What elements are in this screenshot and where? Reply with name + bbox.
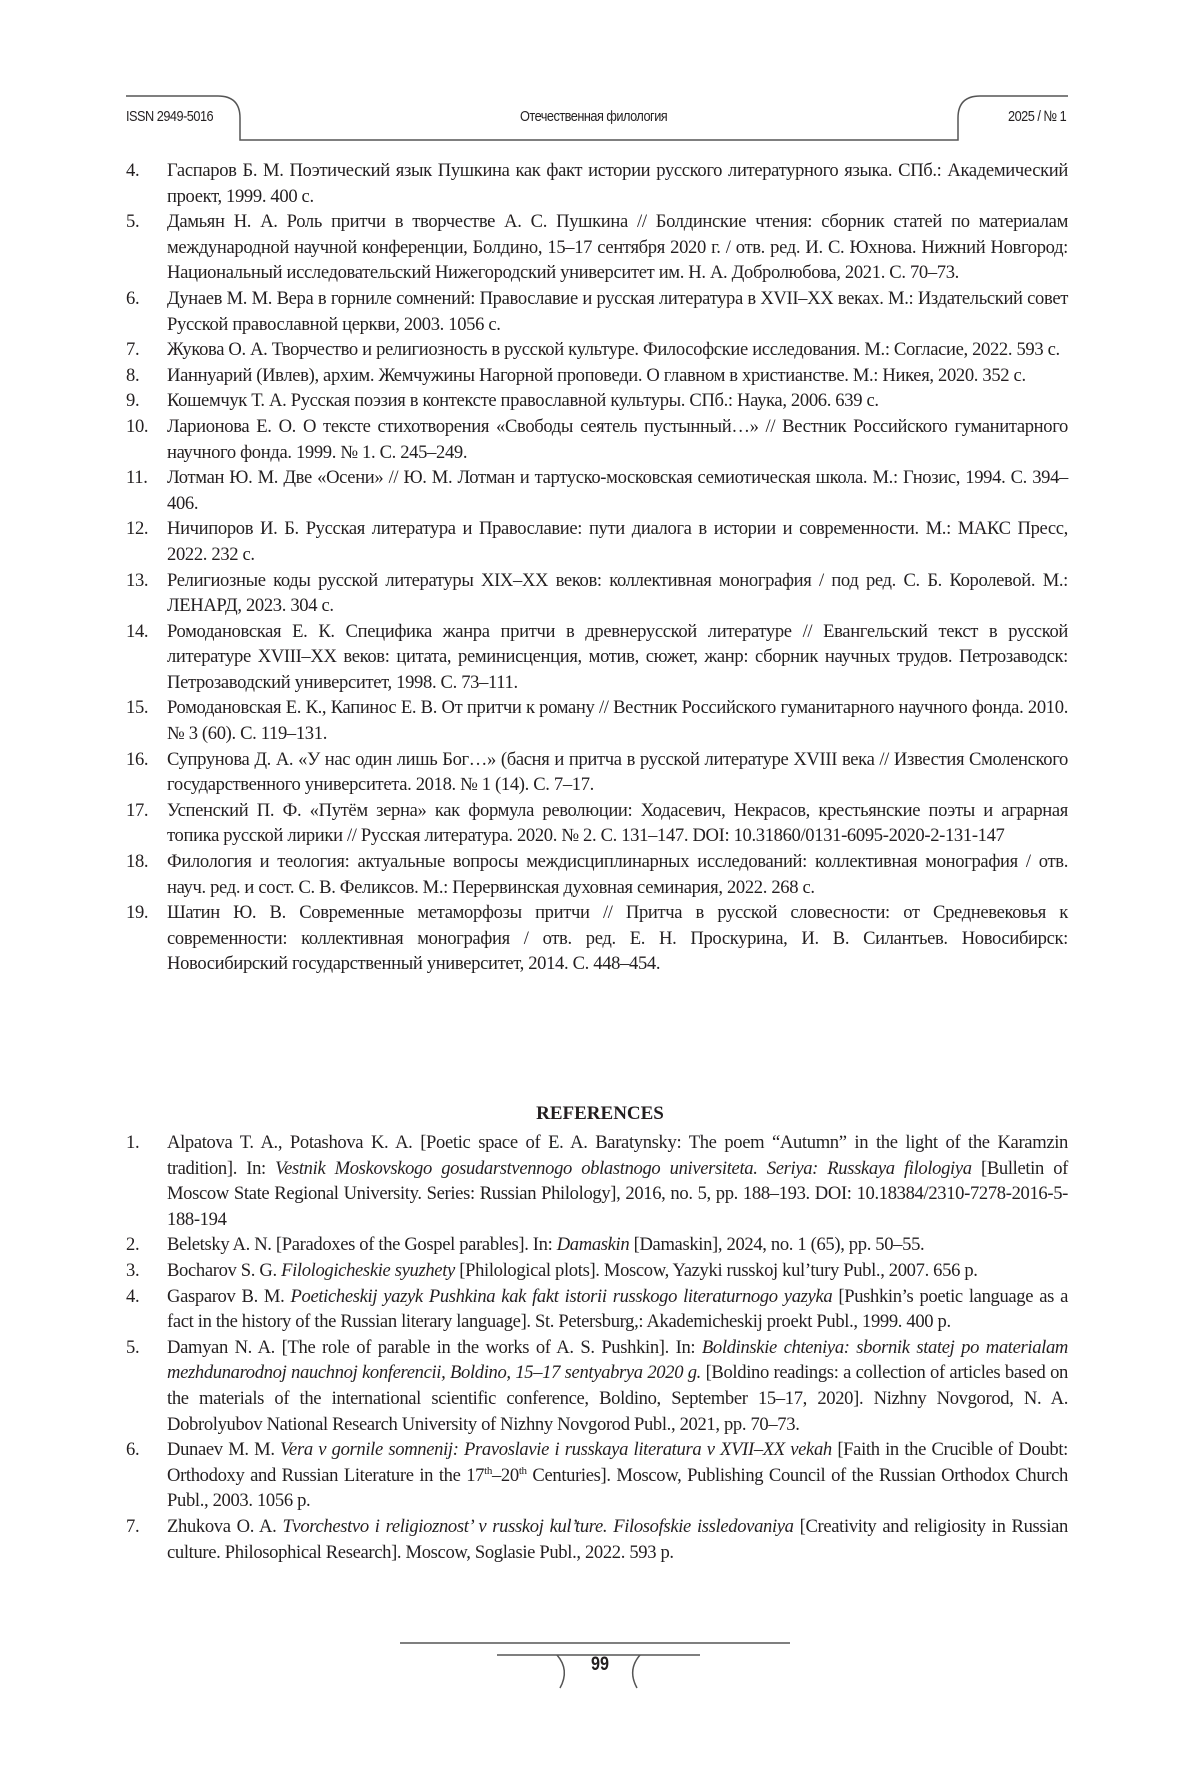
reference-text: Филология и теология: актуальные вопросы междисциплинарных исследований: коллективная монография / отв. науч. ред. и сост. С. В. Феликсов. М.: Перервинская духовная семинария, 2022. 268 с. [167, 851, 1068, 898]
reference-title-italic: Boldinskie chteniya: sbornik statej po materialam mezhdunarodnoj nauchnoj konferencii, Boldino, 15–17 sentyabrya 2020 g. [167, 1336, 1068, 1384]
reference-item [126, 1335, 1068, 1437]
reference-text: Успенский П. Ф. «Путём зерна» как формула революции: Ходасевич, Некрасов, крестьянские поэты и аграрная топика русской лирики // Русская литература. 2020. № 2. С. 131–147. DOI: 10.31860/0131-6095-2020-2-131-147 [167, 799, 1068, 847]
reference-text: –20 [491, 1464, 519, 1486]
reference-number: 6. [126, 1439, 140, 1461]
reference-text: Кошемчук Т. А. Русская поэзия в контексте православной культуры. СПб.: Наука, 2006. 639 с. [167, 390, 879, 412]
reference-number: 16. [126, 748, 149, 770]
reference-item [126, 695, 1068, 746]
page-number: 99 [591, 1654, 609, 1675]
reference-title-italic: Poeticheskij yazyk Pushkina kak fakt istorii russkogo literaturnogo yazyka [290, 1285, 833, 1307]
reference-text: Bocharov S. G. [167, 1259, 282, 1281]
reference-text: Дамьян Н. А. Роль притчи в творчестве А. С. Пушкина // Болдинские чтения: сборник статей по материалам международной научной конференции, Болдино, 15–17 сентября 2020 г. / отв. ред. И. С. Юхнова. Нижний Новгород: Национальный исследовательский Нижегородский университет им. Н. А. Добролюбова, 2021. С. 70–73. [167, 211, 1068, 284]
reference-item [126, 747, 1068, 798]
reference-item [126, 516, 1068, 567]
journal-title: Отечественная филология [520, 108, 668, 125]
reference-text: [Boldino readings: a collection of articles based on the materials of the international scientific conference, Boldino, September 15–17, 2020]. Nizhny Novgorod, N. A. Dobrolyubov National Research University of Nizhny Novgorod Publ., 2021, pp. 70–73. [167, 1362, 1068, 1435]
issn: ISSN 2949-5016 [126, 108, 214, 125]
reference-text: [Bulletin of Moscow State Regional University. Series: Russian Philology], 2016, no. 5, pp. 188–193. DOI: 10.18384/2310-7278-2016-5-188-194 [167, 1157, 1068, 1230]
reference-item [126, 619, 1068, 696]
reference-text: Alpatova T. A., Potashova K. A. [Poetic space of E. A. Baratynsky: The poem “Autumn” in the light of the Karamzin tradition]. In: [167, 1132, 1068, 1179]
reference-item [126, 465, 1068, 516]
reference-text: Супрунова Д. А. «У нас один лишь Бог…» (басня и притча в русской литературе XVIII века // Известия Смоленского государственного университета. 2018. № 1 (14). С. 7–17. [167, 748, 1068, 796]
reference-item [126, 1514, 1068, 1565]
reference-number: 19. [126, 902, 149, 924]
reference-text: Ромодановская Е. К., Капинос Е. В. От притчи к роману // Вестник Российского гуманитарного научного фонда. 2010. № 3 (60). С. 119–131. [167, 697, 1068, 745]
reference-item [126, 568, 1068, 619]
reference-item [126, 158, 1068, 209]
reference-item [126, 388, 1068, 414]
reference-number: 1. [126, 1132, 140, 1153]
reference-number: 17. [126, 799, 149, 821]
reference-item [126, 1284, 1068, 1335]
reference-number: 18. [126, 851, 149, 873]
reference-text: [Creativity and religiosity in Russian culture. Philosophical Research]. Moscow, Soglasie Publ., 2022. 593 p. [167, 1515, 1068, 1563]
header-frame-lines [0, 0, 1200, 160]
reference-number: 14. [126, 620, 149, 642]
reference-item [126, 286, 1068, 337]
reference-number: 9. [126, 390, 140, 412]
reference-text: Centuries]. Moscow, Publishing Council of the Russian Orthodox Church Publ., 2003. 1056 p. [167, 1464, 1068, 1512]
issue-number: 2025 / № 1 [1008, 108, 1067, 125]
reference-text: Damyan N. A. [The role of parable in the works of A. S. Pushkin]. In: [167, 1336, 702, 1358]
reference-number: 5. [126, 1336, 140, 1358]
reference-number: 6. [126, 287, 140, 309]
reference-title-italic: Damaskin [556, 1234, 630, 1256]
reference-number: 12. [126, 518, 149, 540]
reference-item [126, 363, 1068, 389]
reference-text: Beletsky A. N. [Paradoxes of the Gospel parables]. In: [167, 1234, 557, 1256]
reference-text: Zhukova O. A. [167, 1515, 283, 1537]
reference-text: Жукова О. А. Творчество и религиозность в русской культуре. Философские исследования. М.: Согласие, 2022. 593 с. [167, 339, 1060, 361]
references-heading: REFERENCES [536, 1103, 664, 1124]
page-header [0, 0, 1200, 160]
reference-item [126, 1437, 1068, 1514]
reference-number: 3. [126, 1259, 140, 1281]
reference-text: th [518, 1464, 527, 1477]
references-list [126, 1130, 1068, 1565]
reference-item [126, 337, 1068, 363]
reference-title-italic: Filologicheskie syuzhety [281, 1259, 455, 1281]
reference-number: 5. [126, 211, 140, 233]
reference-title-italic: Vera v gornile somnenij: Pravoslavie i russkaya literatura v XVII–XX vekah [280, 1439, 832, 1461]
reference-number: 2. [126, 1234, 140, 1256]
reference-text: Ларионова Е. О. О тексте стихотворения «Свободы сеятель пустынный…» // Вестник Российского гуманитарного научного фонда. 1999. № 1. С. 245–249. [167, 415, 1068, 463]
reference-text: Шатин Ю. В. Современные метаморфозы притчи // Притча в русской словесности: от Средневековья к современности: коллективная монография / отв. ред. Е. Н. Проскурина, И. В. Силантьев. Новосибирск: Новосибирский государственный университет, 2014. С. 448–454. [167, 902, 1068, 975]
reference-item [126, 798, 1068, 849]
reference-text: Лотман Ю. М. Две «Осени» // Ю. М. Лотман и тартуско-московская семиотическая школа. М.: Гнозис, 1994. С. 394–406. [167, 467, 1068, 514]
reference-number: 8. [126, 364, 140, 386]
reference-text: th [484, 1464, 492, 1477]
reference-text: Религиозные коды русской литературы XIX–XX веков: коллективная монография / под ред. С. Б. Королевой. М.: ЛЕНАРД, 2023. 304 с. [167, 569, 1068, 617]
reference-title-italic: Tvorchestvo i religioznost’ v russkoj kul’ture. Filosofskie issledovaniya [282, 1515, 794, 1537]
reference-item [126, 414, 1068, 465]
reference-number: 10. [126, 415, 149, 437]
reference-number: 13. [126, 569, 149, 591]
reference-item [126, 849, 1068, 900]
reference-number: 7. [126, 339, 140, 361]
reference-item [126, 1130, 1068, 1232]
reference-item [126, 209, 1068, 286]
russian-reference-list [126, 158, 1068, 977]
reference-number: 4. [126, 1285, 140, 1307]
reference-item [126, 1258, 1068, 1284]
reference-text: Ианнуарий (Ивлев), архим. Жемчужины Нагорной проповеди. О главном в христианстве. М.: Никея, 2020. 352 с. [167, 364, 1026, 386]
reference-text: [Pushkin’s poetic language as a fact in the history of the Russian literary language]. St. Petersburg,: Akademicheskij proekt Publ., 1999. 400 p. [167, 1285, 1068, 1333]
reference-text: Gasparov B. M. [167, 1285, 291, 1307]
reference-text: Ромодановская Е. К. Специфика жанра притчи в древнерусской литературе // Евангельский текст в русской литературе XVIII–XX веков: цитата, реминисценция, мотив, сюжет, жанр: сборник научных трудов. Петрозаводск: Петрозаводский университет, 1998. С. 73–111. [167, 620, 1068, 693]
reference-item [126, 1232, 1068, 1258]
reference-text: Ничипоров И. Б. Русская литература и Православие: пути диалога в истории и современности. М.: МАКС Пресс, 2022. 232 с. [167, 518, 1068, 565]
reference-title-italic: Vestnik Moskovskogo gosudarstvennogo oblastnogo universiteta. Seriya: Russkaya filologiya [275, 1157, 972, 1179]
reference-text: Дунаев М. М. Вера в горниле сомнений: Православие и русская литература в XVII–XX веках. М.: Издательский совет Русской православной церкви, 2003. 1056 с. [167, 287, 1068, 335]
reference-number: 11. [126, 467, 148, 489]
reference-number: 15. [126, 697, 149, 719]
reference-text: Dunaev M. M. [167, 1439, 281, 1461]
reference-item [126, 900, 1068, 977]
reference-text: [Philological plots]. Moscow, Yazyki russkoj kul’tury Publ., 2007. 656 p. [454, 1259, 978, 1281]
reference-text: [Faith in the Crucible of Doubt: Orthodoxy and Russian Literature in the 17 [167, 1439, 1068, 1486]
reference-number: 4. [126, 160, 140, 181]
reference-text: [Damaskin], 2024, no. 1 (65), pp. 50–55. [629, 1234, 925, 1256]
reference-number: 7. [126, 1515, 140, 1537]
reference-text: Гаспаров Б. М. Поэтический язык Пушкина как факт истории русского литературного языка. СПб.: Академический проект, 1999. 400 с. [167, 160, 1068, 207]
